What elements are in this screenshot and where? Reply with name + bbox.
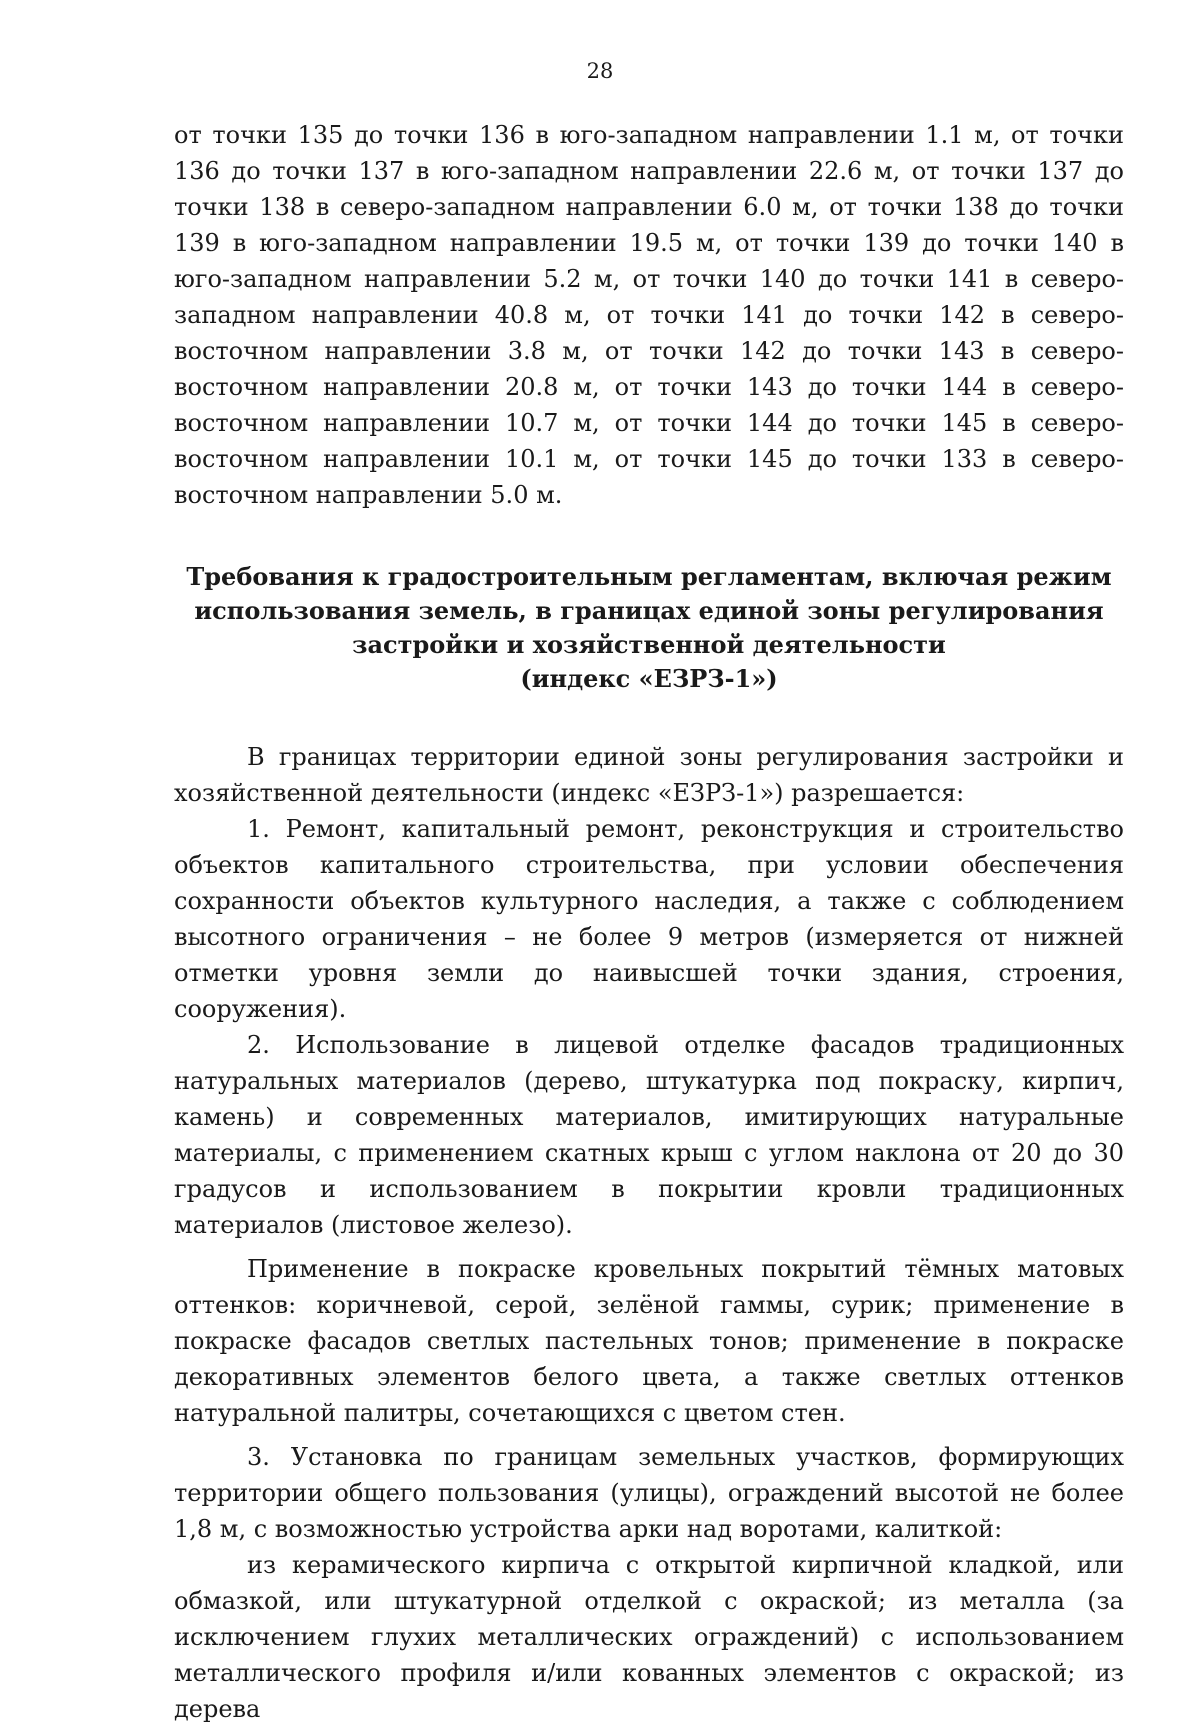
document-body <box>174 117 1124 1727</box>
paragraph-item-1: 1. Ремонт, капитальный ремонт, реконструкция и строительство объектов капитального строительства, при условии обеспечения сохранности объектов культурного наследия, а также с соблюдением высотного ограничения – не более 9 метров (измеряется от нижней отметки уровня земли до наивысшей точки здания, строения, сооружения). <box>174 815 1124 1023</box>
intro-paragraph: от точки 135 до точки 136 в юго-западном направлении 1.1 м, от точки 136 до точки 137 в юго-западном направлении 22.6 м, от точки 137 до точки 138 в северо-западном направлении 6.0 м, от точки 138 до точки 139 в юго-западном направлении 19.5 м, от точки 139 до точки 140 в юго-западном направлении 5.2 м, от точки 140 до точки 141 в северо-западном направлении 40.8 м, от точки 141 до точки 142 в северо-восточном направлении 3.8 м, от точки 142 до точки 143 в северо-восточном направлении 20.8 м, от точки 143 до точки 144 в северо-восточном направлении 10.7 м, от точки 144 до точки 145 в северо-восточном направлении 10.1 м, от точки 145 до точки 133 в северо-восточном направлении 5.0 м. <box>174 121 1124 509</box>
paragraph-item-3: 3. Установка по границам земельных участков, формирующих территории общего пользования (улицы), ограждений высотой не более 1,8 м, с возможностью устройства арки над воротами, калиткой: <box>174 1443 1124 1543</box>
section-heading <box>174 560 1124 696</box>
paragraph-colors: Применение в покраске кровельных покрытий тёмных матовых оттенков: коричневой, серой, зелёной гаммы, сурик; применение в покраске фасадов светлых пастельных тонов; применение в покраске декоративных элементов белого цвета, а также светлых оттенков натуральной палитры, сочетающихся с цветом стен. <box>174 1255 1124 1427</box>
heading-line-1: Требования к градостроительным регламентам, включая режим <box>186 562 1112 591</box>
paragraph-item-2: 2. Использование в лицевой отделке фасадов традиционных натуральных материалов (дерево, штукатурка под покраску, кирпич, камень) и современных материалов, имитирующих натуральные материалы, с применением скатных крыш с углом наклона от 20 до 30 градусов и использованием в покрытии кровли традиционных материалов (листовое железо). <box>174 1031 1124 1239</box>
heading-line-2: использования земель, в границах единой зоны регулирования <box>194 596 1104 625</box>
page-number: 28 <box>586 59 614 83</box>
heading-line-4: (индекс «ЕЗРЗ-1») <box>520 664 778 693</box>
paragraph-fence-materials: из керамического кирпича с открытой кирпичной кладкой, или обмазкой, или штукатурной отделкой с окраской; из металла (за исключением глухих металлических ограждений) с использованием металлического профиля и/или кованных элементов с окраской; из дерева <box>174 1551 1124 1723</box>
paragraph-permitted-intro: В границах территории единой зоны регулирования застройки и хозяйственной деятельности (индекс «ЕЗРЗ-1») разрешается: <box>174 743 1124 807</box>
heading-line-3: застройки и хозяйственной деятельности <box>352 630 946 659</box>
